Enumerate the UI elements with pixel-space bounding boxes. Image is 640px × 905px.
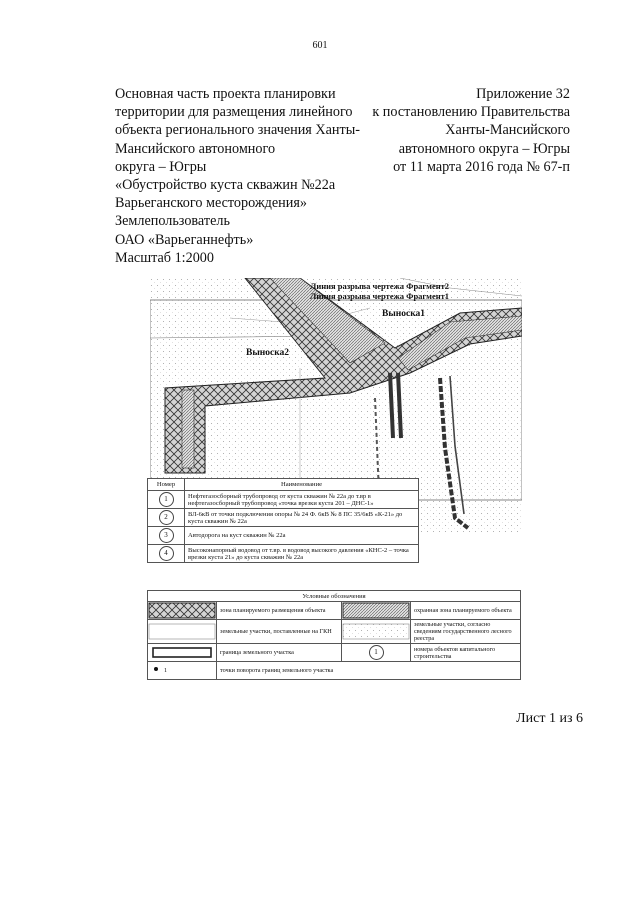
page-number: 601 bbox=[312, 40, 328, 51]
appendix-line: к постановлению Правительства bbox=[372, 104, 570, 121]
table-row bbox=[148, 527, 419, 545]
appendix-line: Приложение 32 bbox=[476, 86, 570, 102]
object-name: ВЛ-6кВ от точки подключения опоры № 24 Ф. 6кВ № 8 ПС 35/6кВ «К-21» до куста скважин № 22а bbox=[185, 509, 419, 527]
registered-plots-symbol bbox=[148, 620, 217, 644]
objects-table bbox=[147, 478, 419, 563]
forest-registry-symbol bbox=[342, 620, 411, 644]
callout-2-label: Выноска2 bbox=[246, 348, 290, 358]
column-header-name: Наименование bbox=[185, 479, 419, 491]
legend-label: земельные участки, согласно сведениям государственного лесного реестра bbox=[411, 620, 521, 644]
legend-row bbox=[148, 620, 521, 644]
legend-label: зона планируемого размещения объекта bbox=[217, 602, 342, 620]
object-name: Автодорога на куст скважин № 22а bbox=[185, 527, 419, 545]
legend-table bbox=[147, 590, 521, 680]
turning-point-symbol bbox=[148, 662, 217, 680]
title-line: территории для размещения линейного bbox=[115, 104, 353, 121]
legend-title: Условные обозначения bbox=[148, 591, 521, 602]
object-number-circle: 4 bbox=[159, 546, 174, 561]
legend-label: номера объектов капитального строительства bbox=[411, 644, 521, 662]
legend-label: граница земельного участка bbox=[217, 644, 342, 662]
object-number-circle: 1 bbox=[159, 492, 174, 507]
title-line: «Обустройство куста скважин №22а bbox=[115, 177, 336, 194]
legend-label: земельные участки, поставленные на ГКН bbox=[217, 620, 342, 644]
table-header-row bbox=[148, 479, 419, 491]
appendix-block bbox=[370, 85, 570, 176]
appendix-line: Ханты-Мансийского bbox=[445, 122, 570, 139]
object-number-circle: 3 bbox=[159, 528, 174, 543]
document-title-block bbox=[115, 85, 385, 267]
legend-label: точки поворота границ земельного участка bbox=[217, 662, 521, 680]
legend-row bbox=[148, 662, 521, 680]
turning-point-dot bbox=[154, 667, 158, 671]
plot-boundary-symbol bbox=[148, 644, 217, 662]
break-line-1-label: Линия разрыва чертежа Фрагмент1 bbox=[310, 291, 450, 301]
object-name: Высоконапорный водовод от т.вр. в водовод высокого давления «КНС-2 – точка врезки куста 21» до куста скважин № 22а bbox=[185, 545, 419, 563]
table-row bbox=[148, 491, 419, 509]
legend-row bbox=[148, 644, 521, 662]
turning-point-sample: 1 bbox=[164, 667, 168, 674]
object-number-symbol bbox=[342, 644, 411, 662]
table-row bbox=[148, 545, 419, 563]
sheet-number: Лист 1 из 6 bbox=[516, 711, 583, 726]
title-line: округа – Югры bbox=[115, 158, 207, 175]
title-line: Основная часть проекта планировки bbox=[115, 86, 336, 102]
table-row bbox=[148, 509, 419, 527]
placement-zone-symbol bbox=[148, 602, 217, 620]
column-header-number: Номер bbox=[148, 479, 185, 491]
protection-zone-symbol bbox=[342, 602, 411, 620]
title-line: Варьеганского месторождения» bbox=[115, 195, 307, 212]
appendix-line: автономного округа – Югры bbox=[398, 140, 570, 157]
title-line: объекта регионального значения Ханты- bbox=[115, 122, 360, 139]
legend-label: охранная зона планируемого объекта bbox=[411, 602, 521, 620]
title-line: Мансийского автономного bbox=[115, 140, 276, 157]
break-line-2-label: Линия разрыва чертежа Фрагмент2 bbox=[310, 281, 450, 291]
title-line: Землепользователь bbox=[115, 213, 230, 230]
object-number-circle: 2 bbox=[159, 510, 174, 525]
callout-1-label: Выноска1 bbox=[382, 309, 426, 319]
scale-line: Масштаб 1:2000 bbox=[115, 249, 214, 266]
object-name: Нефтегазосборный трубопровод от куста скважин № 22а до т.вр в нефтегазосборный трубопровод «точка врезки куста 201 – ДНС-1» bbox=[185, 491, 419, 509]
object-number-circle: 1 bbox=[369, 645, 384, 660]
title-line: ОАО «Варьеганнефть» bbox=[115, 231, 254, 248]
appendix-line: от 11 марта 2016 года № 67-п bbox=[393, 158, 570, 175]
legend-row bbox=[148, 602, 521, 620]
protection-zone-area bbox=[182, 390, 194, 468]
